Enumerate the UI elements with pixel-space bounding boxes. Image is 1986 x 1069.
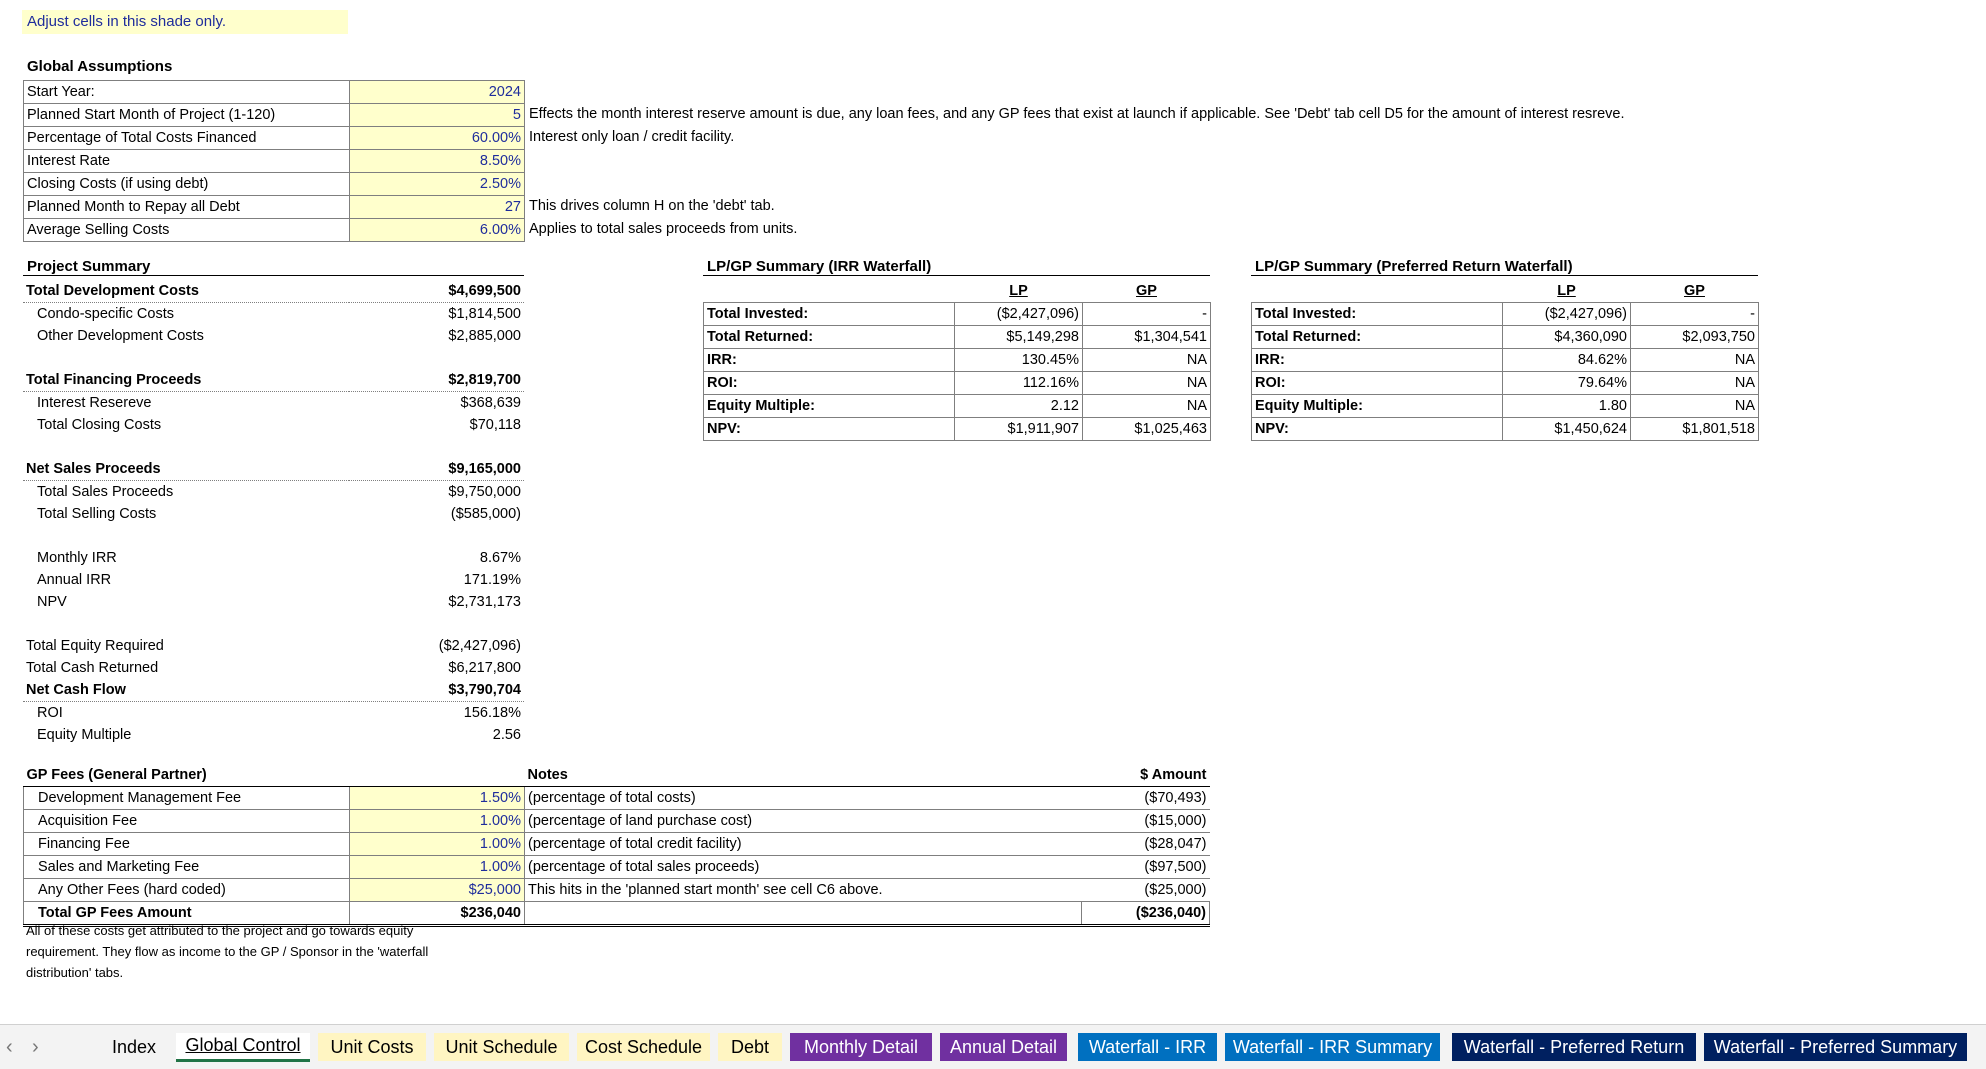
gp-fee-input[interactable]: 1.00% [350,833,525,856]
summary-value[interactable]: $2,731,173 [448,594,521,610]
gp-fee-row [24,810,1210,833]
waterfall-label: Total Invested: [1252,303,1503,326]
irr-waterfall-title: LP/GP Summary (IRR Waterfall) [703,258,1210,276]
summary-value[interactable]: $2,819,700 [349,369,524,392]
assumption-note-cell [525,219,798,242]
assumption-row [24,219,585,242]
gp-fees-table [23,764,1210,927]
assumption-note-cell [525,104,1625,127]
project-summary-table [23,280,524,746]
gp-column-header: GP [1136,283,1157,299]
waterfall-header-row [704,280,1211,303]
summary-label: Annual IRR [37,572,112,588]
pref-waterfall-title: LP/GP Summary (Preferred Return Waterfall) [1251,258,1758,276]
summary-row [23,503,524,525]
waterfall-label: NPV: [1252,418,1503,441]
waterfall-label: ROI: [1252,372,1503,395]
summary-value[interactable] [349,525,524,547]
assumption-note-cell [525,81,585,104]
waterfall-row [1252,372,1759,395]
summary-row [23,369,524,392]
waterfall-label: Total Returned: [1252,326,1503,349]
assumption-input[interactable]: 60.00% [350,127,525,150]
sheet-tab[interactable]: Waterfall - IRR Summary [1225,1033,1440,1061]
waterfall-label: IRR: [1252,349,1503,372]
gp-fee-note: (percentage of land purchase cost) [525,810,1082,833]
waterfall-label: Total Invested: [704,303,955,326]
waterfall-row [704,372,1211,395]
sheet-tab[interactable]: Waterfall - Preferred Return [1452,1033,1696,1061]
assumption-note: Interest only loan / credit facility. [529,128,735,145]
assumption-row [24,81,585,104]
summary-value[interactable] [349,347,524,369]
summary-label [23,436,349,458]
gp-fee-amount[interactable]: ($25,000) [1082,879,1210,902]
lp-value[interactable]: $1,911,907 [955,418,1083,441]
gp-value[interactable]: NA [1083,395,1211,418]
lp-value[interactable]: $1,450,624 [1503,418,1631,441]
summary-label [23,347,349,369]
lp-value[interactable]: $4,360,090 [1503,326,1631,349]
summary-row [23,481,524,504]
waterfall-header-row [1252,280,1759,303]
waterfall-row [1252,395,1759,418]
footnote-line: requirement. They flow as income to the GP / Sponsor in the 'waterfall [26,944,429,959]
waterfall-row [704,418,1211,441]
summary-row [23,414,524,436]
summary-label: Total Cash Returned [26,660,159,676]
gp-fee-amount[interactable]: ($15,000) [1082,810,1210,833]
summary-label: Other Development Costs [37,328,204,344]
lp-value[interactable]: $5,149,298 [955,326,1083,349]
gp-fee-amount[interactable]: ($28,047) [1082,833,1210,856]
assumption-label: Planned Start Month of Project (1-120) [24,104,350,127]
lp-value[interactable]: 1.80 [1503,395,1631,418]
summary-row [23,547,524,569]
sheet-tab[interactable]: Global Control [176,1033,310,1062]
waterfall-row [1252,303,1759,326]
assumption-row [24,104,585,127]
gp-value[interactable]: NA [1631,372,1759,395]
assumption-note: Applies to total sales proceeds from units. [529,220,798,237]
summary-row [23,702,524,725]
global-assumptions-table [23,80,1625,242]
assumption-row [24,150,585,173]
summary-row [23,436,524,458]
input-shade-hint[interactable]: Adjust cells in this shade only. [22,10,348,34]
summary-value[interactable]: $2,885,000 [448,328,521,344]
summary-row [23,613,524,635]
summary-row [23,303,524,326]
summary-label: Total Financing Proceeds [23,369,349,392]
gp-fee-input[interactable]: 1.50% [350,787,525,810]
sheet-tab[interactable]: Unit Costs [318,1033,426,1061]
assumption-input[interactable]: 6.00% [350,219,525,242]
summary-value[interactable]: $368,639 [460,395,521,411]
gp-fees-header-blank [350,764,525,787]
gp-fees-total-blank [525,902,1082,926]
summary-row [23,679,524,702]
summary-value[interactable]: $9,750,000 [448,484,521,500]
assumption-note: This drives column H on the 'debt' tab. [529,197,775,214]
gp-value[interactable]: $1,801,518 [1631,418,1759,441]
summary-row [23,635,524,657]
summary-row [23,657,524,679]
sheet-tab[interactable]: Debt [718,1033,782,1061]
summary-label: Total Development Costs [23,280,349,303]
gp-fee-note: (percentage of total credit facility) [525,833,1082,856]
gp-fee-row [24,787,1210,810]
gp-fee-row [24,833,1210,856]
assumption-label: Percentage of Total Costs Financed [24,127,350,150]
summary-label: Interest Resereve [37,395,152,411]
assumption-label: Average Selling Costs [24,219,350,242]
summary-label: Equity Multiple [37,727,132,743]
summary-label: Total Equity Required [26,638,164,654]
gp-fee-note: (percentage of total sales proceeds) [525,856,1082,879]
gp-fee-amount[interactable]: ($97,500) [1082,856,1210,879]
assumption-row [24,173,585,196]
project-summary-title: Project Summary [23,258,524,276]
summary-row [23,569,524,591]
summary-label: NPV [37,594,67,610]
sheet-tab[interactable]: Annual Detail [940,1033,1067,1061]
sheet-tab[interactable]: Cost Schedule [577,1033,710,1061]
gp-fees-footnote [26,920,428,983]
footnote-line: All of these costs get attributed to the project and go towards equity [26,923,414,938]
summary-label: ROI [37,705,63,721]
summary-value[interactable]: ($2,427,096) [438,638,521,654]
waterfall-row [1252,418,1759,441]
gp-fees-title: GP Fees (General Partner) [24,764,350,787]
waterfall-label: Equity Multiple: [1252,395,1503,418]
summary-value[interactable]: $4,699,500 [349,280,524,303]
assumption-row [24,127,585,150]
summary-row [23,347,524,369]
assumption-label: Start Year: [24,81,350,104]
summary-value[interactable]: ($585,000) [450,506,521,522]
waterfall-label: NPV: [704,418,955,441]
summary-label [23,525,349,547]
lp-column-header: LP [1009,283,1028,299]
summary-value[interactable] [349,436,524,458]
notes-header: Notes [525,764,1082,787]
gp-fees-total-value[interactable]: $236,040 [350,902,525,926]
sheet-tab[interactable]: Waterfall - IRR [1078,1033,1217,1061]
gp-fees-total-amount[interactable]: ($236,040) [1082,902,1210,926]
gp-fee-label: Financing Fee [24,833,350,856]
gp-fee-row [24,856,1210,879]
waterfall-row [704,326,1211,349]
gp-value[interactable]: - [1631,303,1759,326]
irr-waterfall-table [703,280,1211,441]
global-assumptions-title: Global Assumptions [27,58,173,75]
summary-value[interactable]: $3,790,704 [349,679,524,702]
waterfall-row [704,395,1211,418]
summary-value[interactable]: $6,217,800 [448,660,521,676]
assumption-label: Closing Costs (if using debt) [24,173,350,196]
gp-value[interactable]: $2,093,750 [1631,326,1759,349]
summary-row [23,525,524,547]
waterfall-header-blank [1252,280,1503,303]
summary-label: Total Selling Costs [37,506,157,522]
gp-value[interactable]: NA [1631,395,1759,418]
amount-header: $ Amount [1082,764,1210,787]
gp-fee-note: This hits in the 'planned start month' see cell C6 above. [525,879,1082,902]
assumption-row [24,196,585,219]
lp-column-header: LP [1557,283,1576,299]
waterfall-row [704,349,1211,372]
assumption-note-cell [525,150,585,173]
assumption-note-cell [525,173,585,196]
gp-value[interactable]: NA [1083,349,1211,372]
summary-value[interactable]: $9,165,000 [349,458,524,481]
summary-label: Net Cash Flow [23,679,349,702]
waterfall-row [704,303,1211,326]
summary-label: Net Sales Proceeds [23,458,349,481]
sheet-tab[interactable]: Unit Schedule [434,1033,569,1061]
summary-row [23,724,524,746]
sheet-tab-bar [0,1024,1986,1069]
gp-value[interactable]: NA [1083,372,1211,395]
gp-fee-note: (percentage of total costs) [525,787,1082,810]
waterfall-row [1252,326,1759,349]
gp-fee-row [24,879,1210,902]
assumption-input[interactable]: 2024 [350,81,525,104]
gp-value[interactable]: $1,304,541 [1083,326,1211,349]
assumption-input[interactable]: 5 [350,104,525,127]
gp-value[interactable]: $1,025,463 [1083,418,1211,441]
chevron-left-icon[interactable]: ‹ [6,1036,13,1058]
pref-waterfall-table [1251,280,1759,441]
lp-value[interactable]: 79.64% [1503,372,1631,395]
lp-value[interactable]: 84.62% [1503,349,1631,372]
assumption-note-cell [525,196,775,219]
summary-row [23,325,524,347]
gp-column-header: GP [1684,283,1705,299]
gp-fee-input[interactable]: $25,000 [350,879,525,902]
summary-value[interactable]: $1,814,500 [448,306,521,322]
waterfall-header-blank [704,280,955,303]
assumption-input[interactable]: 8.50% [350,150,525,173]
summary-row [23,280,524,303]
gp-fees-total-label: Total GP Fees Amount [24,902,350,926]
sheet-tab[interactable]: Monthly Detail [790,1033,932,1061]
gp-value[interactable]: - [1083,303,1211,326]
gp-fee-label: Any Other Fees (hard coded) [24,879,350,902]
lp-value[interactable]: 130.45% [955,349,1083,372]
summary-label: Total Sales Proceeds [37,484,174,500]
lp-value[interactable]: ($2,427,096) [1503,303,1631,326]
assumption-note-cell [525,127,735,150]
chevron-right-icon[interactable]: › [32,1036,39,1058]
footnote-line: distribution' tabs. [26,965,124,980]
gp-fee-input[interactable]: 1.00% [350,856,525,879]
lp-value[interactable]: ($2,427,096) [955,303,1083,326]
summary-row [23,458,524,481]
gp-fee-amount[interactable]: ($70,493) [1082,787,1210,810]
summary-value[interactable] [349,613,524,635]
summary-value[interactable]: 171.19% [463,572,521,588]
waterfall-label: ROI: [704,372,955,395]
waterfall-row [1252,349,1759,372]
summary-label: Monthly IRR [37,550,117,566]
assumption-input[interactable]: 27 [350,196,525,219]
assumption-label: Interest Rate [24,150,350,173]
summary-value[interactable]: $70,118 [469,417,521,433]
sheet-tab[interactable]: Waterfall - Preferred Summary [1704,1033,1967,1061]
summary-value[interactable]: 156.18% [463,705,521,721]
gp-fee-input[interactable]: 1.00% [350,810,525,833]
summary-label [23,613,349,635]
summary-row [23,591,524,613]
summary-label: Condo-specific Costs [37,306,174,322]
summary-value[interactable]: 2.56 [492,727,521,743]
summary-value[interactable]: 8.67% [479,550,521,566]
summary-row [23,392,524,415]
lp-value[interactable]: 112.16% [955,372,1083,395]
gp-fee-label: Acquisition Fee [24,810,350,833]
assumption-label: Planned Month to Repay all Debt [24,196,350,219]
lp-value[interactable]: 2.12 [955,395,1083,418]
waterfall-label: Total Returned: [704,326,955,349]
gp-fee-label: Development Management Fee [24,787,350,810]
waterfall-label: Equity Multiple: [704,395,955,418]
assumption-note: Effects the month interest reserve amount is due, any loan fees, and any GP fees that exist at launch if applicable. See 'Debt' tab cell D5 for the amount of interest resreve. [529,105,1625,122]
gp-fee-label: Sales and Marketing Fee [24,856,350,879]
gp-value[interactable]: NA [1631,349,1759,372]
sheet-tab[interactable]: Index [100,1033,168,1061]
waterfall-label: IRR: [704,349,955,372]
summary-label: Total Closing Costs [37,417,162,433]
assumption-input[interactable]: 2.50% [350,173,525,196]
gp-fees-header-row [24,764,1210,787]
